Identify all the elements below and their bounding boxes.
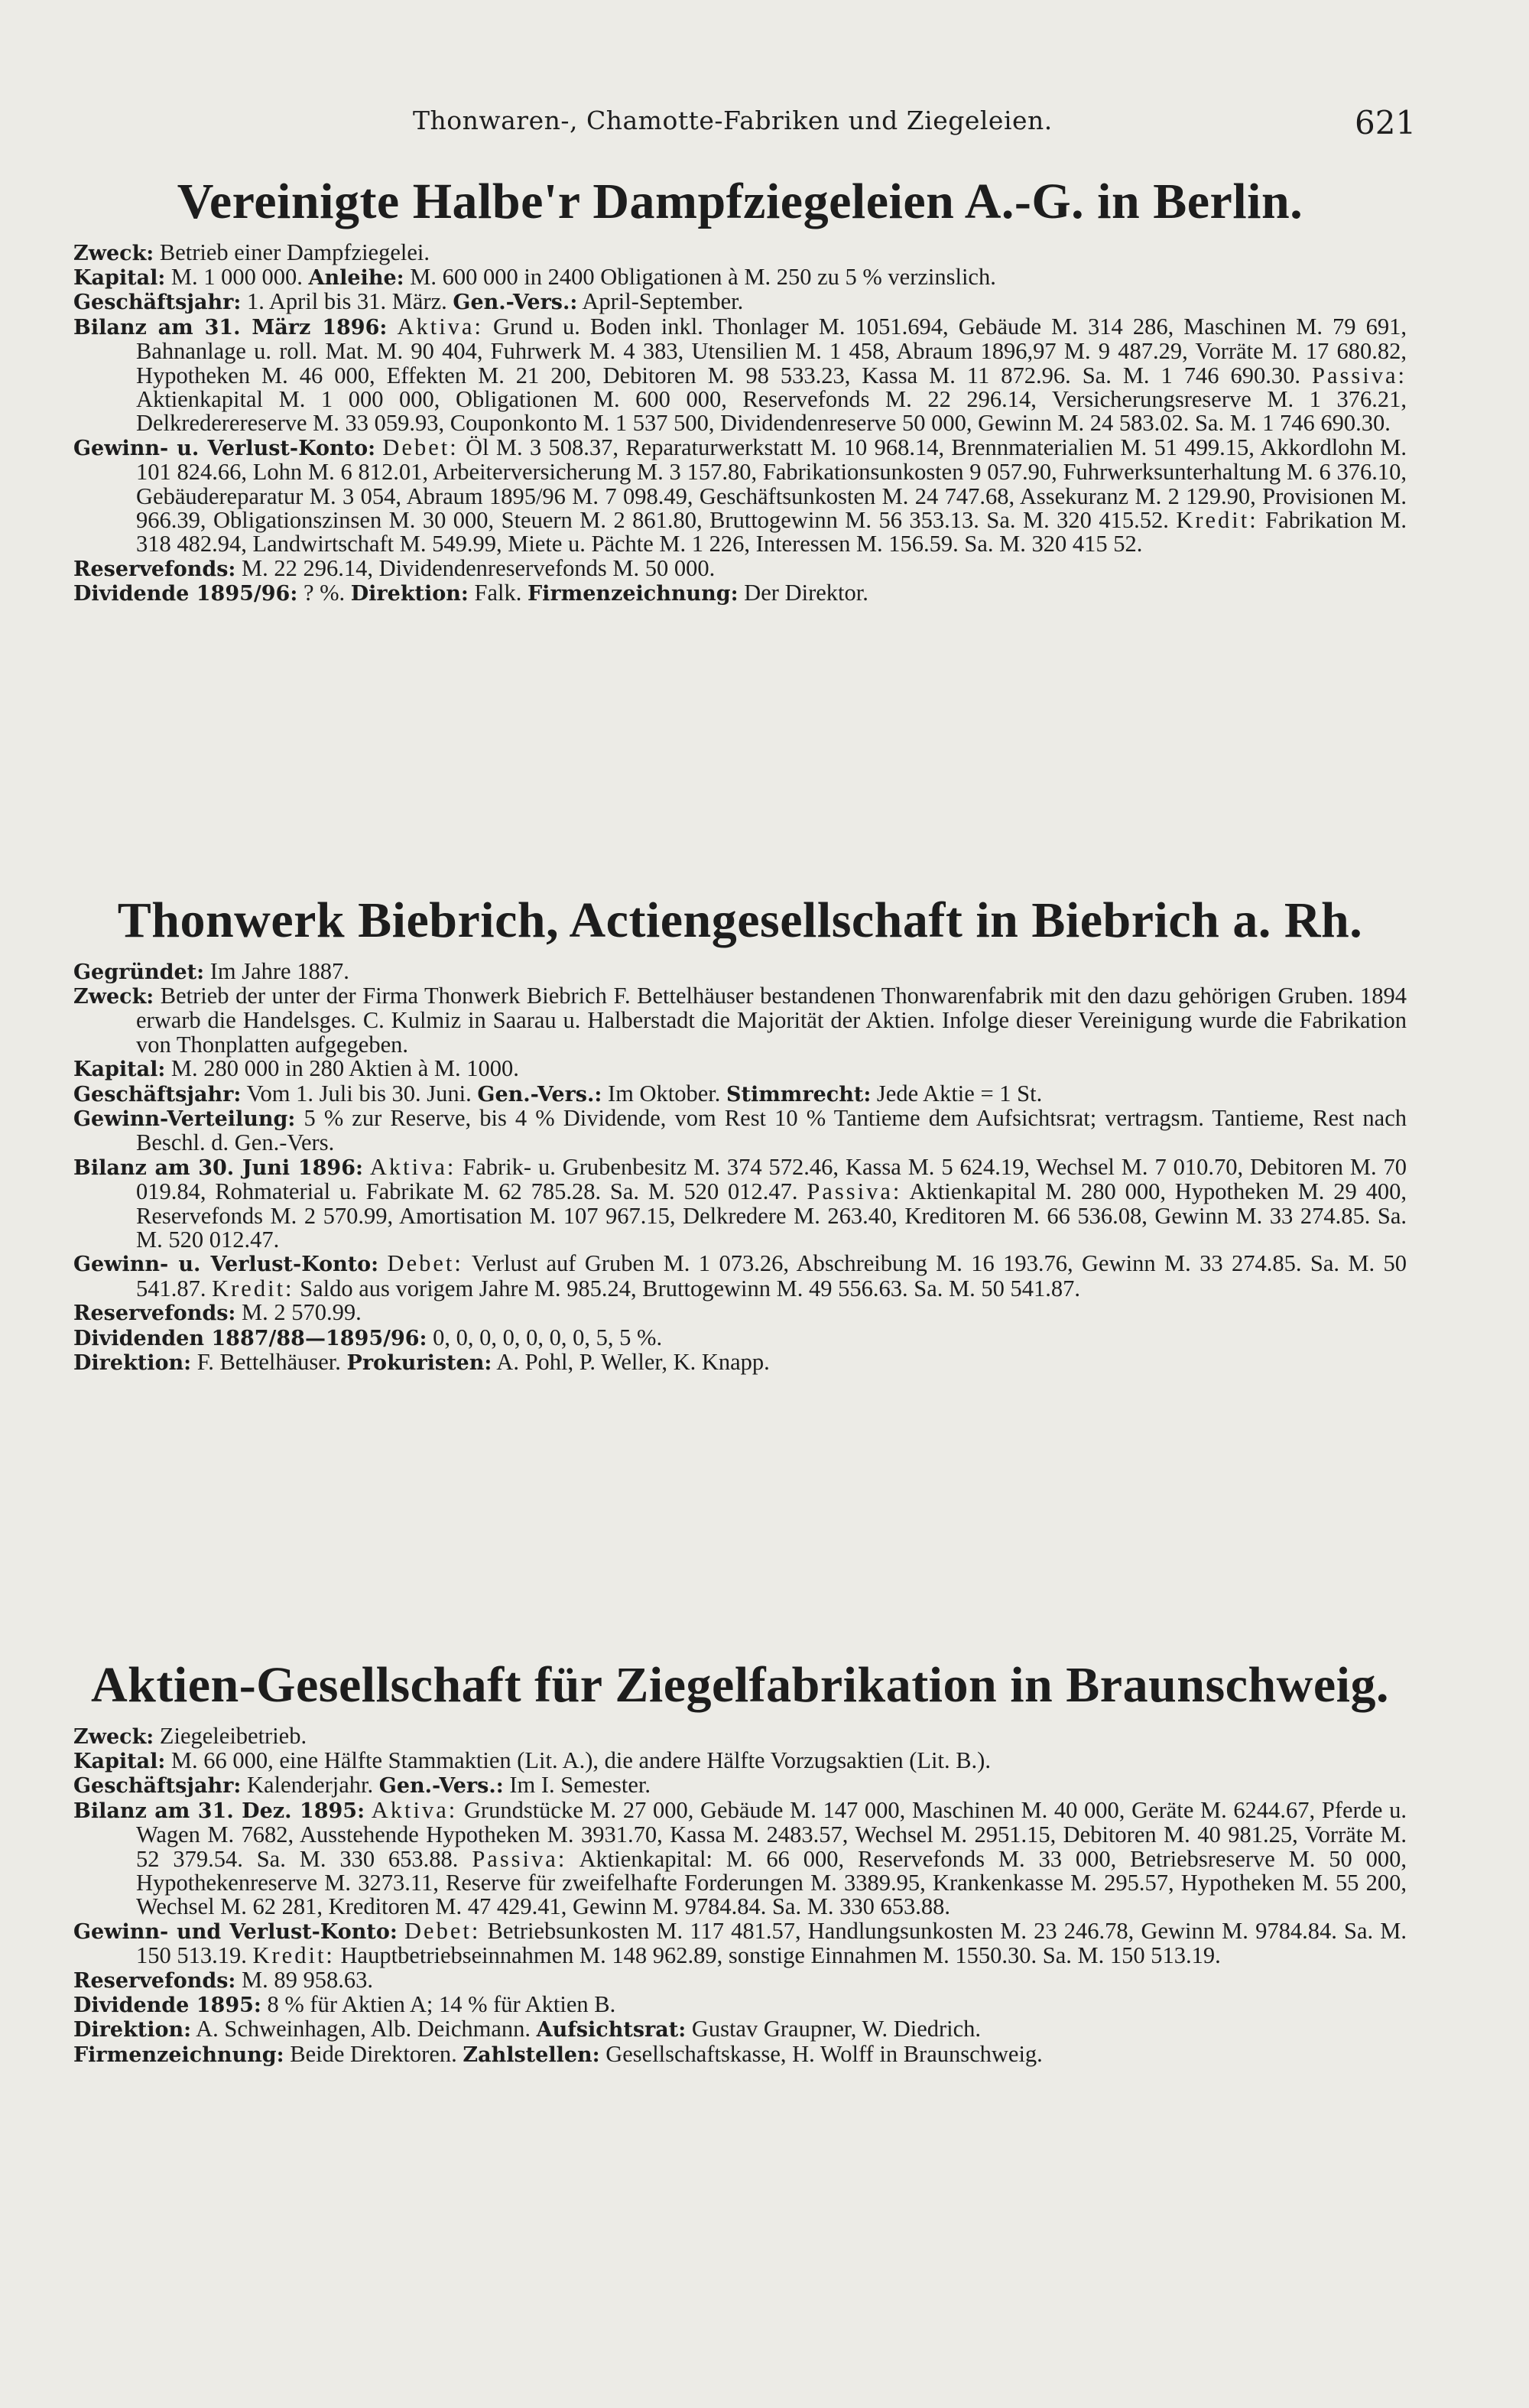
label-geschaeftsjahr: Geschäftsjahr: (73, 1082, 242, 1107)
entry-geschaeftsjahr (73, 1773, 1407, 1798)
label-direktion: Direktion: (73, 2018, 192, 2042)
text-zweck: Betrieb der unter der Firma Thonwerk Biebrich F. Bettelhäuser bestandenen Thonwarenfabrik mit den dazu gehörigen Gruben. 1894 erwarb die Handelsges. C. Kulmiz in Saarau u. Halberstadt die Majorität der Aktien. Infolge dieser Vereinigung wurde die Fabrikation von Thonplatten aufgegeben. (136, 983, 1407, 1058)
text-aufsichtsrat: Gustav Graupner, W. Diedrich. (691, 2016, 982, 2042)
text-prokuristen: A. Pohl, P. Weller, K. Knapp. (496, 1349, 770, 1376)
entry-zweck (73, 1724, 1407, 1749)
entry-gewinn-verlust (73, 1252, 1407, 1301)
text-zahlstellen: Gesellschaftskasse, H. Wolff in Braunschweig. (605, 2040, 1043, 2067)
page-number: 621 (1355, 104, 1417, 141)
entry-firmenzeichnung (73, 2042, 1407, 2067)
label-kredit: Kredit: (252, 1942, 335, 1969)
text-direktion: A. Schweinhagen, Alb. Deichmann. (196, 2016, 531, 2042)
text-gen-vers: Im Oktober. (607, 1080, 721, 1107)
label-kredit: Kredit: (212, 1275, 294, 1301)
label-debet: Debet: (387, 1250, 463, 1277)
text-dividende: 8 % für Aktien A; 14 % für Aktien B. (267, 1991, 616, 2018)
label-guv: Gewinn- und Verlust-Konto: (73, 1919, 398, 1944)
label-direktion: Direktion: (350, 582, 469, 606)
label-zweck: Zweck: (73, 1724, 154, 1749)
entry-zweck (73, 984, 1407, 1057)
label-guv: Gewinn- u. Verlust-Konto: (73, 1253, 379, 1277)
text-aktiva: Fabrik- u. Grubenbesitz M. 374 572.46, Kassa M. 5 624.19, Wechsel M. 7 010.70, Debitoren M. 70 019.84, Rohmaterial u. Fabrikate M. 62 785.28. Sa. M. 520 012.47. (136, 1153, 1407, 1205)
entry-gewinn-verlust (73, 1919, 1407, 1968)
text-anleihe: M. 600 000 in 2400 Obligationen à M. 250 zu 5 % verzinslich. (410, 264, 996, 290)
entry-reservefonds (73, 554, 1407, 581)
label-passiva: Passiva: (1312, 362, 1407, 388)
label-passiva: Passiva: (807, 1178, 902, 1205)
label-firmenzeichnung: Firmenzeichnung: (73, 2042, 284, 2067)
label-dividenden: Dividenden 1887/88—1895/96: (73, 1326, 427, 1350)
entry-dividende (73, 1993, 1407, 2017)
label-kredit: Kredit: (1176, 507, 1258, 534)
text-kredit: Fabrikation M. 318 482.94, Landwirtschaft M. 549.99, Miete u. Pächte M. 1 226, Interessen M. 156.59. Sa. M. 320 415 52. (136, 507, 1407, 557)
label-stimmrecht: Stimmrecht: (726, 1082, 872, 1107)
text-zweck: Betrieb einer Dampfziegelei. (159, 239, 430, 265)
text-kapital: M. 280 000 in 280 Aktien à M. 1000. (170, 1055, 519, 1082)
company-title: Vereinigte Halbe'r Dampfziegeleien A.-G. in Berlin. (177, 174, 1303, 229)
label-gewinn-verteilung: Gewinn-Verteilung: (73, 1107, 296, 1132)
label-gegruendet: Gegründet: (73, 960, 205, 984)
company-title: Aktien-Gesellschaft für Ziegelfabrikation in Braunschweig. (91, 1657, 1389, 1713)
company-entry-biebrich (73, 893, 1407, 1376)
label-kapital: Kapital: (73, 1058, 166, 1082)
label-bilanz: Bilanz am 30. Juni 1896: (73, 1155, 363, 1180)
text-gegruendet: Im Jahre 1887. (209, 957, 349, 984)
text-debet: Betriebsunkosten M. 117 481.57, Handlungsunkosten M. 23 246.78, Gewinn M. 9784.84. Sa. M. 150 513.19. (136, 1917, 1407, 1969)
text-firmenzeichnung: Der Direktor. (744, 580, 868, 606)
entry-bilanz (73, 1796, 1407, 1920)
entry-dividende (73, 581, 1407, 606)
label-geschaeftsjahr: Geschäftsjahr: (73, 291, 242, 315)
label-gen-vers: Gen.-Vers.: (477, 1082, 602, 1107)
label-aktiva: Aktiva: (369, 1153, 456, 1180)
label-firmenzeichnung: Firmenzeichnung: (528, 582, 739, 606)
label-reservefonds: Reservefonds: (73, 557, 236, 581)
label-direktion: Direktion: (73, 1351, 192, 1376)
text-passiva: Aktienkapital M. 1 000 000, Obligationen M. 600 000, Reservefonds M. 22 296.14, Versicherungsreserve M. 1 376.21, Delkrederereserve M. 33 059.93, Couponkonto M. 1 537 500, Dividendenreserve 50 000, Gewinn M. 24 583.02. Sa. M. 1 746 690.30. (136, 386, 1407, 437)
company-title: Thonwerk Biebrich, Actiengesellschaft in Biebrich a. Rh. (117, 892, 1363, 948)
label-geschaeftsjahr: Geschäftsjahr: (73, 1774, 242, 1799)
label-zweck: Zweck: (73, 241, 154, 265)
entry-geschaeftsjahr (73, 290, 1407, 314)
entry-gewinn-verteilung (73, 1107, 1407, 1155)
text-geschaeftsjahr: Kalenderjahr. (247, 1772, 374, 1799)
label-prokuristen: Prokuristen: (346, 1351, 492, 1376)
entry-direktion (73, 1350, 1407, 1375)
text-passiva: Aktienkapital M. 280 000, Hypotheken M. 29 400, Reservefonds M. 2 570.99, Amortisation M. 107 967.15, Delkredere M. 263.40, Kreditoren M. 66 536.08, Gewinn M. 33 274.85. Sa. M. 520 012.47. (136, 1178, 1407, 1253)
label-zahlstellen: Zahlstellen: (463, 2042, 600, 2067)
entry-reservefonds (73, 1968, 1407, 1993)
running-title: Thonwaren-, Chamotte-Fabriken und Ziegeleien. (413, 106, 1053, 135)
label-debet: Debet: (404, 1917, 481, 1944)
entry-kapital (73, 265, 1407, 290)
text-gen-vers: Im I. Semester. (509, 1772, 651, 1799)
entry-dividenden (73, 1326, 1407, 1350)
label-kapital: Kapital: (73, 266, 166, 290)
entry-kapital (73, 1749, 1407, 1773)
label-debet: Debet: (382, 434, 459, 460)
label-anleihe: Anleihe: (308, 266, 404, 290)
entry-kapital (73, 1057, 1407, 1081)
text-stimmrecht: Jede Aktie = 1 St. (876, 1080, 1043, 1107)
label-passiva: Passiva: (472, 1845, 567, 1872)
text-dividende: ? %. (303, 580, 346, 606)
text-direktion: Falk. (474, 580, 522, 606)
label-reservefonds: Reservefonds: (73, 1301, 236, 1326)
entry-zweck (73, 241, 1407, 265)
text-kredit: Saldo aus vorigem Jahre M. 985.24, Bruttogewinn M. 49 556.63. Sa. M. 50 541.87. (300, 1275, 1080, 1301)
entry-geschaeftsjahr (73, 1082, 1407, 1107)
text-reservefonds: M. 2 570.99. (242, 1299, 362, 1326)
text-debet: Verlust auf Gruben M. 1 073.26, Abschreibung M. 16 193.76, Gewinn M. 33 274.85. Sa. M. 50 541.87. (136, 1250, 1407, 1301)
label-dividende: Dividende 1895/96: (73, 582, 298, 606)
label-aktiva: Aktiva: (397, 313, 483, 340)
text-gen-vers: April-September. (582, 288, 744, 315)
text-reservefonds: M. 22 296.14, Dividendenreservefonds M. 50 000. (242, 554, 716, 581)
label-kapital: Kapital: (73, 1750, 166, 1773)
entry-gewinn-verlust (73, 436, 1407, 557)
label-reservefonds: Reservefonds: (73, 1968, 236, 1993)
text-zweck: Ziegeleibetrieb. (159, 1722, 307, 1749)
text-debet: Öl M. 3 508.37, Reparaturwerkstatt M. 10 968.14, Brennmaterialien M. 51 499.15, Akkordlohn M. 101 824.66, Lohn M. 6 812.01, Arbeiterversicherung M. 3 157.80, Fabrikationsunkosten 9 057.90, Fuhrwerksunterhaltung M. 6 376.10, Gebäudereparatur M. 3 054, Abraum 1895/96 M. 7 098.49, Geschäftsunkosten M. 24 747.68, Assekuranz M. 2 129.90, Provisionen M. 966.39, Obligationszinsen M. 30 000, Steuern M. 2 861.80, Bruttogewinn M. 56 353.13. Sa. M. 320 415.52. (136, 434, 1407, 534)
text-geschaeftsjahr: 1. April bis 31. März. (247, 288, 447, 315)
text-geschaeftsjahr: Vom 1. Juli bis 30. Juni. (246, 1080, 472, 1107)
text-direktion: F. Bettelhäuser. (196, 1349, 341, 1376)
label-dividende: Dividende 1895: (73, 1994, 261, 2018)
label-aktiva: Aktiva: (371, 1796, 458, 1823)
entry-bilanz (73, 315, 1407, 436)
text-kredit: Hauptbetriebseinnahmen M. 148 962.89, sonstige Einnahmen M. 1550.30. Sa. M. 150 513.19. (340, 1942, 1221, 1969)
label-bilanz: Bilanz am 31. März 1896: (73, 315, 388, 340)
text-firmenzeichnung: Beide Direktoren. (290, 2040, 457, 2067)
company-entry-braunschweig (73, 1658, 1407, 2067)
label-guv: Gewinn- u. Verlust-Konto: (73, 436, 376, 460)
label-gen-vers: Gen.-Vers.: (378, 1774, 504, 1799)
company-entry-halber (73, 174, 1407, 606)
text-kapital: M. 1 000 000. (170, 264, 303, 290)
text-kapital: M. 66 000, eine Hälfte Stammaktien (Lit. A.), die andere Hälfte Vorzugsaktien (Lit. B.). (170, 1747, 991, 1773)
entry-direktion (73, 2017, 1407, 2042)
entry-bilanz (73, 1155, 1407, 1253)
text-aktiva: Grundstücke M. 27 000, Gebäude M. 147 000, Maschinen M. 40 000, Geräte M. 6244.67, Pferde u. Wagen M. 7682, Ausstehende Hypotheken M. 3931.70, Kassa M. 2483.57, Wechsel M. 2951.15, Debitoren M. 40 981.25, Vorräte M. 52 379.54. Sa. M. 330 653.88. (136, 1796, 1407, 1872)
text-aktiva: Grund u. Boden inkl. Thonlager M. 1051.694, Gebäude M. 314 286, Maschinen M. 79 691, Bahnanlage u. roll. Mat. M. 90 404, Fuhrwerk M. 4 383, Utensilien M. 1 458, Abraum 1896,97 M. 9 487.29, Vorräte M. 17 680.82, Hypotheken M. 46 000, Effekten M. 21 200, Debitoren M. 98 533.23, Kassa M. 11 872.96. Sa. M. 1 746 690.30. (136, 313, 1407, 388)
entry-gegruendet (73, 957, 1407, 984)
text-dividenden: 0, 0, 0, 0, 0, 0, 0, 5, 5 %. (433, 1324, 663, 1350)
label-bilanz: Bilanz am 31. Dez. 1895: (73, 1799, 365, 1823)
text-gewinn-verteilung: 5 % zur Reserve, bis 4 % Dividende, vom Rest 10 % Tantieme dem Aufsichtsrat; vertragsm. Tantieme, Rest nach Beschl. d. Gen.-Vers. (136, 1105, 1407, 1156)
text-reservefonds: M. 89 958.63. (242, 1966, 374, 1993)
text-passiva: Aktienkapital: M. 66 000, Reservefonds M. 33 000, Betriebsreserve M. 50 000, Hypothekenreserve M. 3273.11, Reserve für zweifelhafte Forderungen M. 3389.95, Krankenkasse M. 295.57, Hypotheken M. 55 200, Wechsel M. 62 281, Kreditoren M. 47 429.41, Gewinn M. 9784.84. Sa. M. 330 653.88. (136, 1845, 1407, 1920)
label-aufsichtsrat: Aufsichtsrat: (536, 2018, 687, 2042)
label-gen-vers: Gen.-Vers.: (453, 291, 578, 315)
entry-reservefonds (73, 1301, 1407, 1325)
label-zweck: Zweck: (73, 985, 154, 1009)
